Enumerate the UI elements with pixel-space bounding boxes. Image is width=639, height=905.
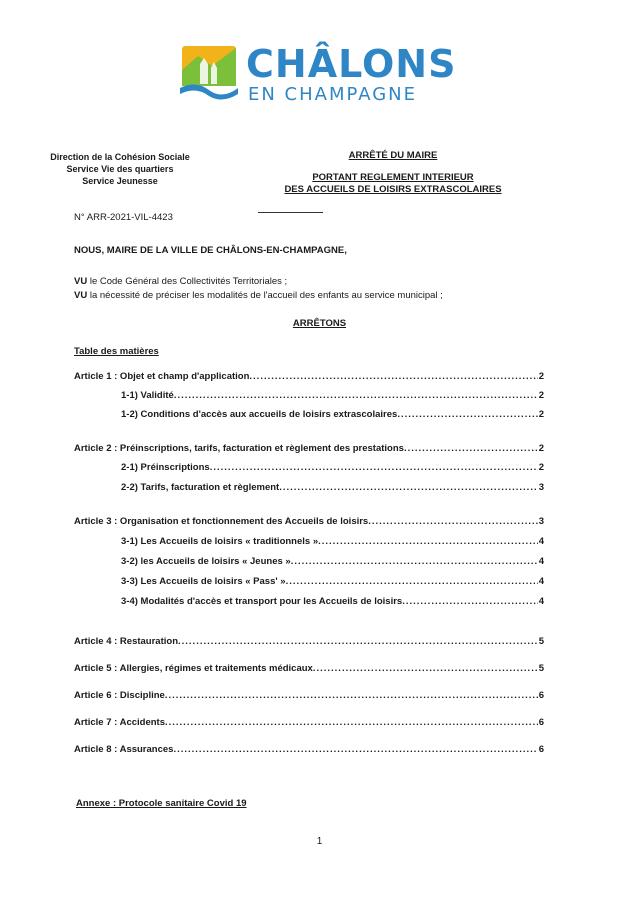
toc-page: 6 bbox=[538, 717, 544, 728]
vu-line-2 bbox=[74, 290, 443, 301]
toc-page: 5 bbox=[538, 663, 544, 674]
toc-page: 4 bbox=[538, 576, 544, 587]
toc-label: 3-4) Modalités d'accès et transport pour les Accueils de loisirs bbox=[121, 596, 403, 607]
toc-label: Article 8 : Assurances bbox=[74, 744, 174, 755]
toc-page: 5 bbox=[538, 636, 544, 647]
logo-subtitle: EN CHAMPAGNE bbox=[248, 84, 417, 105]
arretons-heading: ARRÊTONS bbox=[292, 318, 347, 329]
toc-leader bbox=[173, 744, 537, 755]
toc-label: Article 4 : Restauration bbox=[74, 636, 178, 647]
toc-page: 2 bbox=[538, 443, 544, 454]
toc-leader bbox=[291, 556, 538, 567]
arrete-subtitle-1: PORTANT REGLEMENT INTERIEUR bbox=[312, 172, 474, 183]
toc-page: 2 bbox=[538, 371, 544, 382]
toc-page: 4 bbox=[538, 556, 544, 567]
toc-page: 2 bbox=[538, 390, 544, 401]
toc-entry bbox=[121, 556, 544, 570]
vu-text: la nécessité de préciser les modalités de l'accueil des enfants au service municipal ; bbox=[87, 290, 443, 301]
page-number: 1 bbox=[316, 836, 323, 847]
toc-page: 2 bbox=[538, 409, 544, 420]
toc-label: 1-2) Conditions d'accès aux accueils de loisirs extrascolaires bbox=[121, 409, 398, 420]
toc-leader bbox=[318, 536, 538, 547]
toc-entry bbox=[74, 663, 544, 677]
vu-text: le Code Général des Collectivités Territoriales ; bbox=[87, 276, 288, 287]
toc-entry bbox=[74, 371, 544, 385]
toc-page: 6 bbox=[538, 744, 544, 755]
toc-leader bbox=[402, 596, 538, 607]
nous-statement: NOUS, MAIRE DE LA VILLE DE CHÂLONS-EN-CHAMPAGNE, bbox=[74, 245, 347, 256]
toc-page: 3 bbox=[538, 482, 544, 493]
toc-entry bbox=[74, 744, 544, 758]
toc-page: 4 bbox=[538, 596, 544, 607]
vu-prefix: VU bbox=[74, 290, 88, 301]
toc-entry bbox=[121, 576, 544, 590]
heading-divider bbox=[258, 212, 323, 213]
toc-entry bbox=[74, 516, 544, 530]
arrete-subtitle-2: DES ACCUEILS DE LOISIRS EXTRASCOLAIRES bbox=[284, 184, 502, 195]
toc-page: 6 bbox=[538, 690, 544, 701]
toc-entry bbox=[121, 390, 544, 404]
vu-prefix: VU bbox=[74, 276, 88, 287]
toc-leader bbox=[210, 462, 538, 473]
toc-label: 2-2) Tarifs, facturation et règlement bbox=[121, 482, 280, 493]
toc-leader bbox=[286, 576, 538, 587]
toc-entry bbox=[121, 596, 544, 610]
toc-label: Article 3 : Organisation et fonctionnement des Accueils de loisirs bbox=[74, 516, 369, 527]
toc-leader bbox=[249, 371, 537, 382]
toc-entry bbox=[74, 690, 544, 704]
city-emblem-icon bbox=[178, 40, 240, 102]
vu-line-1 bbox=[74, 276, 287, 287]
toc-page: 4 bbox=[538, 536, 544, 547]
toc-entry bbox=[74, 443, 544, 457]
reference-number: N° ARR-2021-VIL-4423 bbox=[74, 212, 173, 223]
toc-label: Article 6 : Discipline bbox=[74, 690, 165, 701]
toc-entry bbox=[121, 482, 544, 496]
service-block bbox=[20, 151, 220, 187]
toc-page: 3 bbox=[538, 516, 544, 527]
toc-title: Table des matières bbox=[74, 346, 159, 357]
toc-entry bbox=[74, 717, 544, 731]
toc-label: Article 1 : Objet et champ d'application bbox=[74, 371, 250, 382]
toc-label: 1-1) Validité bbox=[121, 390, 174, 401]
toc-leader bbox=[368, 516, 537, 527]
toc-label: 3-3) Les Accueils de loisirs « Pass' » bbox=[121, 576, 286, 587]
toc-leader bbox=[174, 390, 538, 401]
city-logo bbox=[178, 40, 468, 108]
logo-title: CHÂLONS bbox=[246, 42, 457, 86]
toc-label: Article 7 : Accidents bbox=[74, 717, 165, 728]
toc-entry bbox=[121, 409, 544, 423]
toc-entry bbox=[121, 536, 544, 550]
toc-label: 3-2) les Accueils de loisirs « Jeunes » bbox=[121, 556, 291, 567]
toc-leader bbox=[165, 717, 538, 728]
service-line-2: Service Vie des quartiers bbox=[66, 164, 174, 174]
annexe-title: Annexe : Protocole sanitaire Covid 19 bbox=[76, 798, 247, 809]
toc-leader bbox=[165, 690, 538, 701]
toc-leader bbox=[279, 482, 538, 493]
toc-leader bbox=[404, 443, 538, 454]
toc-leader bbox=[178, 636, 538, 647]
toc-label: Article 5 : Allergies, régimes et traitements médicaux bbox=[74, 663, 313, 674]
toc-entry bbox=[121, 462, 544, 476]
toc-label: 3-1) Les Accueils de loisirs « traditionnels » bbox=[121, 536, 319, 547]
arrete-heading bbox=[248, 150, 538, 196]
toc-page: 2 bbox=[538, 462, 544, 473]
toc-leader bbox=[397, 409, 537, 420]
service-line-1: Direction de la Cohésion Sociale bbox=[50, 152, 190, 162]
toc-label: 2-1) Préinscriptions bbox=[121, 462, 210, 473]
service-line-3: Service Jeunesse bbox=[82, 176, 158, 186]
toc-entry bbox=[74, 636, 544, 650]
arrete-title: ARRÊTÉ DU MAIRE bbox=[348, 150, 438, 161]
toc-leader bbox=[313, 663, 538, 674]
toc-label: Article 2 : Préinscriptions, tarifs, facturation et règlement des prestations bbox=[74, 443, 404, 454]
